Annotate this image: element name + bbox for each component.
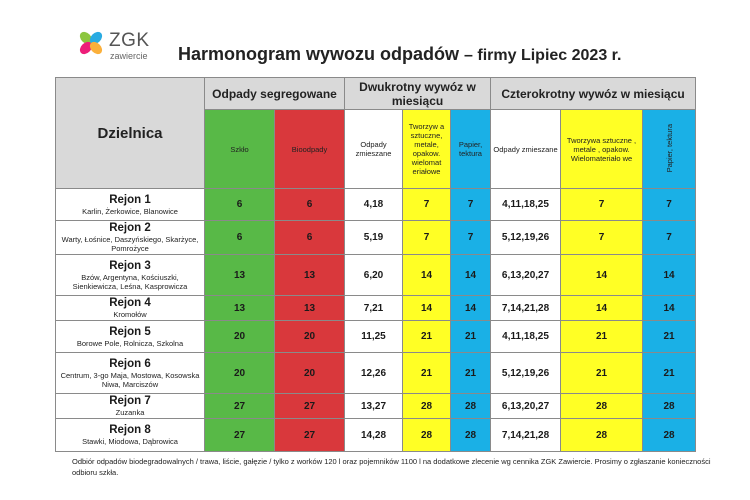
district-cell xyxy=(56,353,205,394)
cell-paper-four: 21 xyxy=(643,353,696,394)
footnote: Odbiór odpadów biodegradowalnych / trawa, liście, gałęzie / tylko z worków 120 l oraz pojemników 1100 l na dodatkowe zlecenie wg cennika ZGK Zawiercie. Prosimy o zgłaszanie konieczności odbioru szkła. xyxy=(72,457,711,477)
cell-mixed-four: 5,12,19,26 xyxy=(491,353,561,394)
district-streets: Stawki, Miodowa, Dąbrowica xyxy=(82,437,178,446)
table-row xyxy=(56,296,696,321)
table-row xyxy=(56,419,696,452)
district-name: Rejon 4 xyxy=(109,297,151,309)
district-cell xyxy=(56,394,205,419)
cell-mixed-four: 7,14,21,28 xyxy=(491,419,561,452)
district-name: Rejon 6 xyxy=(109,357,151,370)
cell-glass: 20 xyxy=(205,353,275,394)
cell-plastics-four: 21 xyxy=(561,353,643,394)
cell-bio: 6 xyxy=(275,221,345,255)
district-streets: Bzów, Argentyna, Kościuszki, Sienkiewicza, Leśna, Kasprowicza xyxy=(72,272,188,291)
district-cell xyxy=(56,321,205,353)
table-row xyxy=(56,353,696,394)
schedule-rows xyxy=(56,189,696,452)
cell-mixed-four: 6,13,20,27 xyxy=(491,255,561,296)
table-row xyxy=(56,189,696,221)
header-mixed-four: Odpady zmieszane xyxy=(491,110,561,189)
district-name: Rejon 5 xyxy=(109,325,151,338)
cell-mixed: 14,28 xyxy=(345,419,403,452)
district-cell xyxy=(56,419,205,452)
header-paper-four xyxy=(643,110,696,189)
cell-plastics: 28 xyxy=(403,419,451,452)
table-row xyxy=(56,221,696,255)
cell-plastics-four: 7 xyxy=(561,189,643,221)
district-name: Rejon 1 xyxy=(109,193,151,206)
cell-plastics: 21 xyxy=(403,321,451,353)
cell-paper: 14 xyxy=(451,296,491,321)
district-cell xyxy=(56,255,205,296)
cell-plastics: 21 xyxy=(403,353,451,394)
header-district: Dzielnica xyxy=(56,78,205,189)
cell-bio: 20 xyxy=(275,353,345,394)
cell-mixed-four: 6,13,20,27 xyxy=(491,394,561,419)
cell-glass: 13 xyxy=(205,296,275,321)
header-twice-monthly: Dwukrotny wywóz w miesiącu xyxy=(345,78,491,110)
cell-plastics: 28 xyxy=(403,394,451,419)
cell-plastics-four: 7 xyxy=(561,221,643,255)
cell-paper: 28 xyxy=(451,394,491,419)
logo-subtitle: zawiercie xyxy=(110,51,148,61)
cell-glass: 6 xyxy=(205,221,275,255)
cell-plastics: 14 xyxy=(403,255,451,296)
cell-plastics-four: 14 xyxy=(561,296,643,321)
district-streets: Kromołów xyxy=(113,310,147,319)
cell-mixed: 4,18 xyxy=(345,189,403,221)
cell-paper: 28 xyxy=(451,419,491,452)
cell-plastics: 14 xyxy=(403,296,451,321)
cell-bio: 13 xyxy=(275,296,345,321)
cell-mixed-four: 4,11,18,25 xyxy=(491,189,561,221)
cell-paper-four: 21 xyxy=(643,321,696,353)
cell-plastics-four: 28 xyxy=(561,394,643,419)
cell-paper-four: 28 xyxy=(643,394,696,419)
header-plastics-four: Tworzywa sztuczne , metale , opakow. Wielomateriało we xyxy=(561,110,643,189)
cell-paper-four: 28 xyxy=(643,419,696,452)
cell-bio: 6 xyxy=(275,189,345,221)
table-row xyxy=(56,321,696,353)
header-paper-four-label: Papier, tektura xyxy=(664,123,674,173)
cell-mixed: 13,27 xyxy=(345,394,403,419)
district-cell xyxy=(56,221,205,255)
header-bio: Bioodpady xyxy=(275,110,345,189)
cell-plastics-four: 14 xyxy=(561,255,643,296)
cell-mixed-four: 5,12,19,26 xyxy=(491,221,561,255)
cell-paper: 14 xyxy=(451,255,491,296)
cell-mixed: 6,20 xyxy=(345,255,403,296)
district-cell xyxy=(56,189,205,221)
cell-paper: 21 xyxy=(451,353,491,394)
cell-paper-four: 14 xyxy=(643,296,696,321)
cell-paper-four: 7 xyxy=(643,189,696,221)
district-name: Rejon 3 xyxy=(109,259,151,272)
cell-mixed-four: 4,11,18,25 xyxy=(491,321,561,353)
cell-bio: 13 xyxy=(275,255,345,296)
cell-paper: 7 xyxy=(451,221,491,255)
district-name: Rejon 2 xyxy=(109,222,151,234)
cell-mixed-four: 7,14,21,28 xyxy=(491,296,561,321)
district-streets: Borowe Pole, Rolnicza, Szkolna xyxy=(76,338,184,348)
cell-plastics: 7 xyxy=(403,221,451,255)
page-title xyxy=(178,44,621,65)
cell-plastics-four: 21 xyxy=(561,321,643,353)
zgk-flower-icon xyxy=(77,29,105,57)
title-company: – firmy Lipiec 2023 r. xyxy=(464,47,622,64)
zgk-logo xyxy=(77,27,157,67)
cell-mixed: 11,25 xyxy=(345,321,403,353)
cell-paper: 21 xyxy=(451,321,491,353)
cell-plastics-four: 28 xyxy=(561,419,643,452)
district-name: Rejon 7 xyxy=(109,395,151,407)
district-streets: Centrum, 3-go Maja, Mostowa, Kosowska Niwa, Marciszów xyxy=(60,370,200,389)
district-streets: Zuzanka xyxy=(115,408,145,417)
table-row xyxy=(56,255,696,296)
cell-bio: 27 xyxy=(275,394,345,419)
district-name: Rejon 8 xyxy=(109,424,151,436)
cell-mixed: 12,26 xyxy=(345,353,403,394)
district-streets: Warty, Łośnice, Daszyńskiego, Skarżyce, Pomrożyce xyxy=(61,235,199,253)
cell-glass: 27 xyxy=(205,419,275,452)
title-main: Harmonogram wywozu odpadów xyxy=(178,44,460,64)
cell-bio: 27 xyxy=(275,419,345,452)
district-streets: Karlin, Żerkowice, Blanowice xyxy=(82,206,178,216)
header-four-monthly: Czterokrotny wywóz w miesiącu xyxy=(491,78,696,110)
district-cell xyxy=(56,296,205,321)
cell-paper-four: 7 xyxy=(643,221,696,255)
cell-glass: 13 xyxy=(205,255,275,296)
cell-glass: 27 xyxy=(205,394,275,419)
table-row xyxy=(56,394,696,419)
cell-glass: 20 xyxy=(205,321,275,353)
schedule-table xyxy=(55,77,696,452)
cell-glass: 6 xyxy=(205,189,275,221)
header-mixed: Odpady zmieszane xyxy=(345,110,403,189)
cell-paper-four: 14 xyxy=(643,255,696,296)
cell-bio: 20 xyxy=(275,321,345,353)
cell-paper: 7 xyxy=(451,189,491,221)
header-paper-twice: Papier, tektura xyxy=(451,110,491,189)
cell-plastics: 7 xyxy=(403,189,451,221)
cell-mixed: 5,19 xyxy=(345,221,403,255)
logo-name: ZGK xyxy=(109,30,150,51)
cell-mixed: 7,21 xyxy=(345,296,403,321)
header-segregated: Odpady segregowane xyxy=(205,78,345,110)
header-glass: Szkło xyxy=(205,110,275,189)
header-plastics-twice: Tworzyw a sztuczne, metale, opakow. wielomat eriałowe xyxy=(403,110,451,189)
